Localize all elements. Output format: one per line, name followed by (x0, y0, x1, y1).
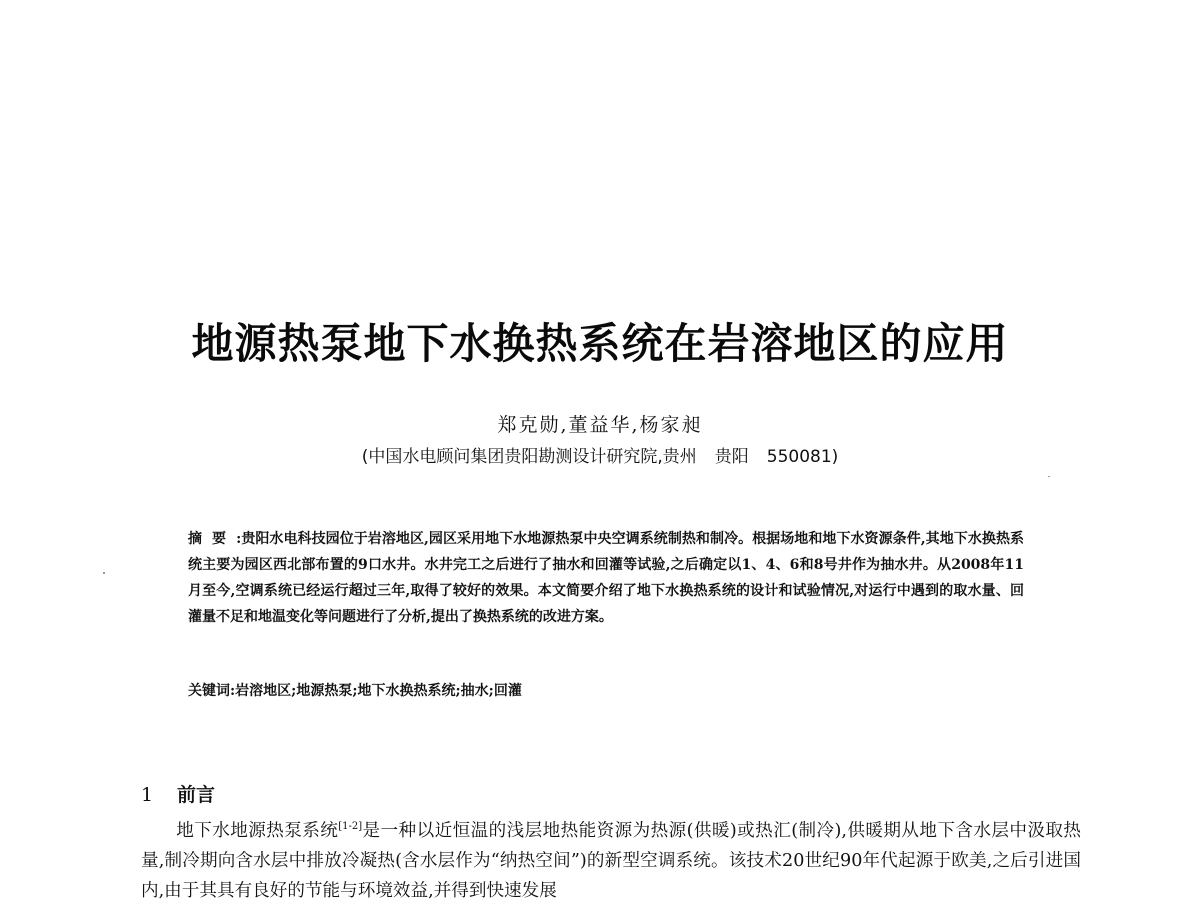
section-title: 前言 (177, 784, 216, 806)
affiliation-postcode: 550081) (766, 447, 839, 467)
body-text-part2: 是一种以近恒温的浅层地热能资源为热源(供暖)或热汇(制冷),供暖期从地下含水层中汲取热量,制冷期向含水层中排放冷凝热(含水层作为“纳热空间”)的新型空调系统。该技术20世纪90年代起源于欧美,之后引进国内,由于其具有良好的节能与环境效益,并得到快速发展 (141, 821, 1081, 901)
paper-title: 地源热泵地下水换热系统在岩溶地区的应用 (191, 319, 1009, 368)
abstract (188, 526, 1024, 630)
section-number: 1 (141, 784, 154, 806)
affiliation-city: 贵阳 (714, 447, 749, 467)
keywords (188, 678, 1024, 704)
affiliation (0, 442, 1200, 467)
citation-ref: [1-2] (338, 821, 363, 833)
section-heading (141, 780, 215, 807)
section-body (141, 816, 1081, 906)
keywords-label: 关键词 (188, 683, 230, 699)
body-text-part1: 地下水地源热泵系统 (176, 821, 339, 841)
affiliation-org: (中国水电顾问集团贵阳勘测设计研究院,贵州 (361, 447, 697, 467)
scan-speck (1048, 476, 1050, 477)
scan-speck (103, 572, 105, 574)
keywords-text: :岩溶地区;地源热泵;地下水换热系统;抽水;回灌 (230, 683, 522, 699)
author-list: 郑克勋,董益华,杨家昶 (497, 414, 703, 436)
abstract-label: 摘要 (188, 531, 237, 547)
abstract-text: :贵阳水电科技园位于岩溶地区,园区采用地下水地源热泵中央空调系统制热和制冷。根据场地和地下水资源条件,其地下水换热系统主要为园区西北部布置的9口水井。水井完工之后进行了抽水和回灌等试验,之后确定以1、4、6和8号井作为抽水井。从2008年11月至今,空调系统已经运行超过三年,取得了较好的效果。本文简要介绍了地下水换热系统的设计和试验情况,对运行中遇到的取水量、回灌量不足和地温变化等问题进行了分析,提出了换热系统的改进方案。 (188, 531, 1024, 625)
